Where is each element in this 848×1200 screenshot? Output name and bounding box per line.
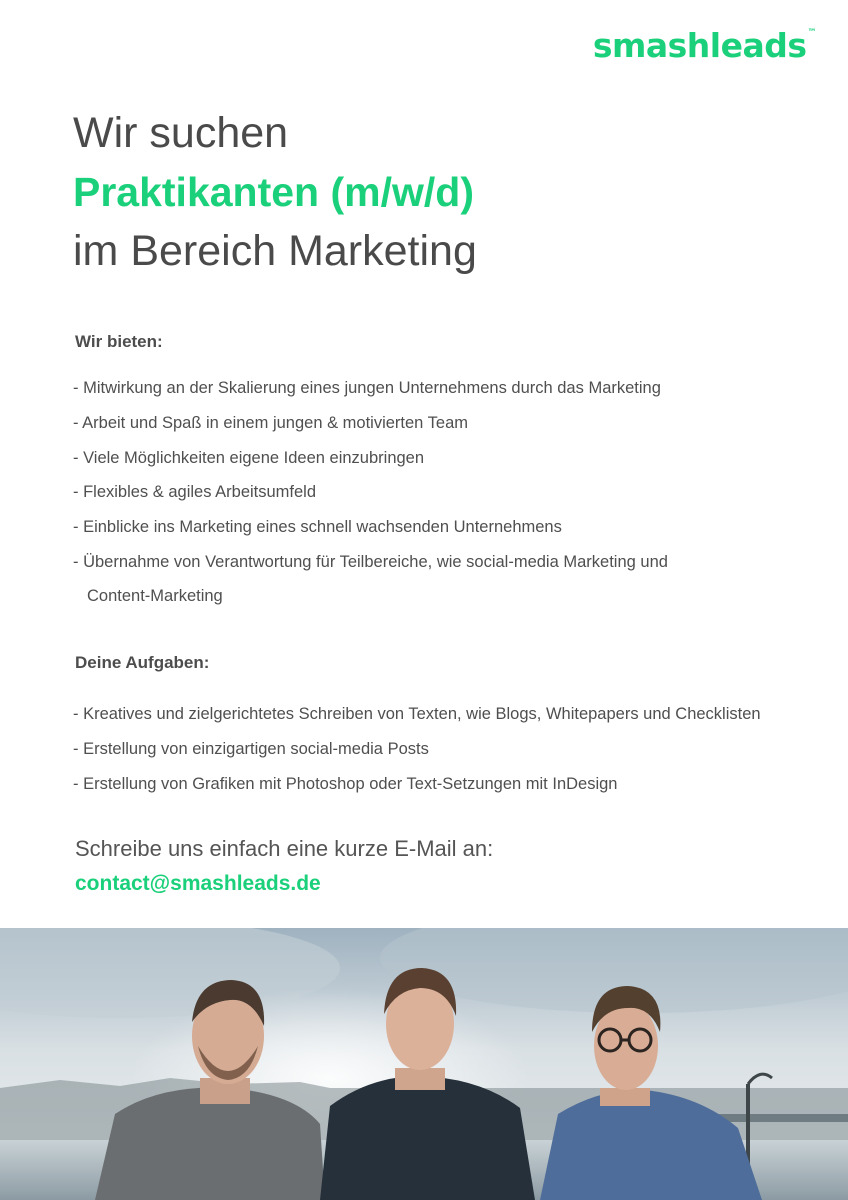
offer-item-continuation: Content-Marketing xyxy=(87,586,223,605)
headline-department: im Bereich Marketing xyxy=(73,227,477,275)
offer-item: - Viele Möglichkeiten eigene Ideen einzubringen xyxy=(73,448,425,467)
headline-intro: Wir suchen xyxy=(73,109,289,157)
offer-item: - Flexibles & agiles Arbeitsumfeld xyxy=(73,483,317,502)
offer-item-multiline xyxy=(73,545,668,613)
offer-item-text: - Übernahme von Verantwortung für Teilbereiche, wie social-media Marketing und xyxy=(73,552,668,571)
contact-callout xyxy=(75,836,493,896)
smashleads-logo xyxy=(593,26,816,65)
task-item: - Kreatives und zielgerichtetes Schreiben von Texten, wie Blogs, Whitepapers und Checklisten xyxy=(73,705,761,723)
trademark-mark: ™ xyxy=(807,28,816,38)
tasks-section-title: Deine Aufgaben: xyxy=(75,653,210,672)
offer-item: - Einblicke ins Marketing eines schnell wachsenden Unternehmens xyxy=(73,518,562,537)
tasks-list xyxy=(73,697,761,801)
team-photo xyxy=(0,928,848,1200)
logo-wordmark: smashleads xyxy=(592,26,807,65)
task-item: - Erstellung von einzigartigen social-media Posts xyxy=(73,739,429,758)
contact-email-link[interactable]: contact@smashleads.de xyxy=(75,872,321,895)
offer-item: - Arbeit und Spaß in einem jungen & motivierten Team xyxy=(73,413,468,432)
job-headline xyxy=(73,109,477,288)
contact-text: Schreibe uns einfach eine kurze E-Mail an: xyxy=(75,836,494,861)
offer-list xyxy=(73,371,668,613)
offer-item: - Mitwirkung an der Skalierung eines jungen Unternehmens durch das Marketing xyxy=(73,379,661,397)
offer-section-title: Wir bieten: xyxy=(75,332,163,351)
headline-position: Praktikanten (m/w/d) xyxy=(73,169,474,215)
task-item: - Erstellung von Grafiken mit Photoshop oder Text-Setzungen mit InDesign xyxy=(73,774,618,793)
